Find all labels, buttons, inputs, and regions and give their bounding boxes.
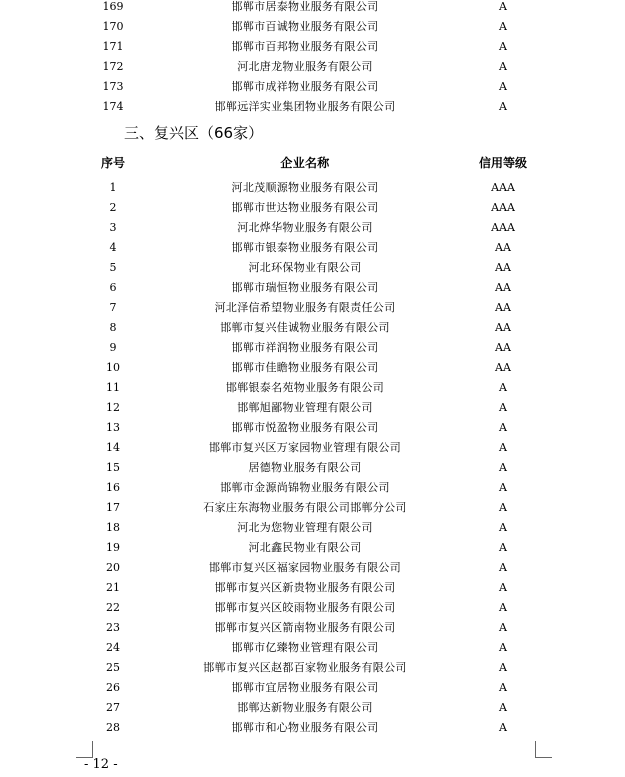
row-number: 24	[106, 641, 120, 654]
row-number: 22	[106, 601, 120, 614]
company-name: 河北茂顺源物业服务有限公司	[231, 181, 379, 194]
credit-grade: A	[499, 521, 507, 534]
credit-grade: AAA	[491, 181, 515, 194]
credit-grade: A	[499, 100, 507, 113]
company-name: 邯郸市瑞恒物业服务有限公司	[231, 281, 379, 294]
row-number: 3	[109, 221, 117, 234]
credit-grade: AA	[495, 261, 511, 274]
table-row	[0, 338, 625, 358]
company-name: 邯郸达新物业服务有限公司	[237, 701, 373, 714]
header-no: 序号	[100, 156, 125, 170]
company-name: 河北唐龙物业服务有限公司	[237, 60, 373, 73]
table-row	[0, 378, 625, 398]
company-name: 邯郸市百诚物业服务有限公司	[231, 20, 379, 33]
row-number: 2	[109, 201, 117, 214]
company-name: 河北鑫民物业有限公司	[248, 541, 362, 554]
company-name: 邯郸市复兴区福家园物业服务有限公司	[208, 561, 402, 574]
company-name: 邯郸市悦盈物业服务有限公司	[231, 421, 379, 434]
row-number: 4	[109, 241, 117, 254]
row-number: 8	[109, 321, 117, 334]
table-row	[0, 218, 625, 238]
table-row	[0, 258, 625, 278]
company-name: 河北泽信希望物业服务有限责任公司	[214, 301, 396, 314]
company-name: 邯郸市和心物业服务有限公司	[231, 721, 379, 734]
company-name: 河北为您物业管理有限公司	[237, 521, 373, 534]
credit-grade: A	[499, 421, 507, 434]
credit-grade: A	[499, 661, 507, 674]
company-name: 邯郸市成祥物业服务有限公司	[231, 80, 379, 93]
company-name: 邯郸银泰名苑物业服务有限公司	[225, 381, 385, 394]
row-number: 15	[106, 461, 120, 474]
table-row	[0, 458, 625, 478]
table-row	[0, 0, 625, 17]
credit-grade: A	[499, 641, 507, 654]
table-row	[0, 178, 625, 198]
credit-grade: AA	[495, 361, 511, 374]
table-row	[0, 638, 625, 658]
table-header	[0, 153, 625, 173]
table-row	[0, 278, 625, 298]
company-name: 邯郸市佳瞻物业服务有限公司	[231, 361, 379, 374]
table-row	[0, 37, 625, 57]
credit-grade: A	[499, 581, 507, 594]
table-row	[0, 97, 625, 117]
company-name: 邯郸市百邦物业服务有限公司	[231, 40, 379, 53]
company-name: 邯郸市复兴区皎雨物业服务有限公司	[214, 601, 396, 614]
company-name: 邯郸市复兴区万家园物业管理有限公司	[208, 441, 402, 454]
credit-grade: AAA	[491, 221, 515, 234]
table-row	[0, 678, 625, 698]
table-row	[0, 77, 625, 97]
row-number: 19	[106, 541, 120, 554]
row-number: 25	[106, 661, 120, 674]
table-row	[0, 238, 625, 258]
company-name: 邯郸市复兴区箭南物业服务有限公司	[214, 621, 396, 634]
row-number: 27	[106, 701, 120, 714]
row-number: 7	[109, 301, 117, 314]
company-name: 邯郸市祥润物业服务有限公司	[231, 341, 379, 354]
row-number: 170	[102, 20, 124, 33]
table-row	[0, 718, 625, 738]
table-row	[0, 57, 625, 77]
table-row	[0, 698, 625, 718]
company-name: 居德物业服务有限公司	[248, 461, 362, 474]
table-row	[0, 358, 625, 378]
row-number: 16	[106, 481, 120, 494]
company-name: 邯郸市复兴区赵都百家物业服务有限公司	[203, 661, 407, 674]
row-number: 171	[102, 40, 124, 53]
credit-grade: A	[499, 681, 507, 694]
company-name: 邯郸市金源尚锦物业服务有限公司	[220, 481, 390, 494]
table-row	[0, 318, 625, 338]
credit-grade: A	[499, 721, 507, 734]
credit-grade: A	[499, 0, 507, 13]
page-number: - 12 -	[84, 757, 118, 772]
row-number: 28	[106, 721, 120, 734]
table-row	[0, 418, 625, 438]
table-row	[0, 618, 625, 638]
company-name: 河北烨华物业服务有限公司	[237, 221, 373, 234]
header-name: 企业名称	[280, 156, 330, 170]
credit-grade: A	[499, 481, 507, 494]
credit-grade: A	[499, 501, 507, 514]
row-number: 1	[109, 181, 117, 194]
credit-grade: A	[499, 401, 507, 414]
credit-grade: A	[499, 461, 507, 474]
header-grade: 信用等级	[478, 156, 527, 170]
table-row	[0, 398, 625, 418]
company-name: 邯郸市宜居物业服务有限公司	[231, 681, 379, 694]
credit-grade: A	[499, 80, 507, 93]
row-number: 18	[106, 521, 120, 534]
company-name: 邯郸市复兴区新贵物业服务有限公司	[214, 581, 396, 594]
table-row	[0, 538, 625, 558]
section-title: 三、复兴区（66家）	[124, 124, 264, 142]
company-name: 邯郸市银泰物业服务有限公司	[231, 241, 379, 254]
table-row	[0, 478, 625, 498]
table-row	[0, 17, 625, 37]
credit-grade: A	[499, 40, 507, 53]
credit-grade: A	[499, 541, 507, 554]
row-number: 169	[102, 0, 124, 13]
company-name: 邯郸市世达物业服务有限公司	[231, 201, 379, 214]
row-number: 12	[106, 401, 120, 414]
table-row	[0, 498, 625, 518]
company-name: 邯郸市居泰物业服务有限公司	[231, 0, 379, 13]
page-corner-mark-right	[535, 741, 552, 758]
credit-grade: AA	[495, 241, 511, 254]
company-name: 邯郸市亿臻物业管理有限公司	[231, 641, 379, 654]
credit-grade: AA	[495, 321, 511, 334]
table-row	[0, 658, 625, 678]
table-row	[0, 578, 625, 598]
table-row	[0, 518, 625, 538]
row-number: 20	[106, 561, 120, 574]
table-row	[0, 198, 625, 218]
row-number: 21	[106, 581, 120, 594]
row-number: 9	[109, 341, 117, 354]
company-name: 邯郸市复兴佳诚物业服务有限公司	[220, 321, 390, 334]
row-number: 174	[102, 100, 124, 113]
credit-grade: A	[499, 701, 507, 714]
credit-grade: A	[499, 621, 507, 634]
row-number: 14	[106, 441, 120, 454]
credit-grade: AAA	[491, 201, 515, 214]
row-number: 5	[109, 261, 117, 274]
table-row	[0, 298, 625, 318]
credit-grade: A	[499, 381, 507, 394]
row-number: 6	[109, 281, 117, 294]
table-row	[0, 438, 625, 458]
credit-grade: AA	[495, 301, 511, 314]
table-row	[0, 598, 625, 618]
row-number: 10	[106, 361, 120, 374]
row-number: 17	[106, 501, 120, 514]
credit-grade: AA	[495, 341, 511, 354]
credit-grade: A	[499, 561, 507, 574]
company-name: 邯郸远洋实业集团物业服务有限公司	[214, 100, 396, 113]
row-number: 13	[106, 421, 120, 434]
row-number: 173	[102, 80, 124, 93]
row-number: 26	[106, 681, 120, 694]
credit-grade: AA	[495, 281, 511, 294]
company-name: 河北环保物业有限公司	[248, 261, 362, 274]
row-number: 23	[106, 621, 120, 634]
credit-grade: A	[499, 60, 507, 73]
row-number: 172	[102, 60, 124, 73]
table-row	[0, 558, 625, 578]
company-name: 石家庄东海物业服务有限公司邯郸分公司	[203, 501, 407, 514]
credit-grade: A	[499, 441, 507, 454]
company-name: 邯郸旭鄙物业管理有限公司	[237, 401, 373, 414]
credit-grade: A	[499, 20, 507, 33]
row-number: 11	[106, 381, 120, 394]
credit-grade: A	[499, 601, 507, 614]
